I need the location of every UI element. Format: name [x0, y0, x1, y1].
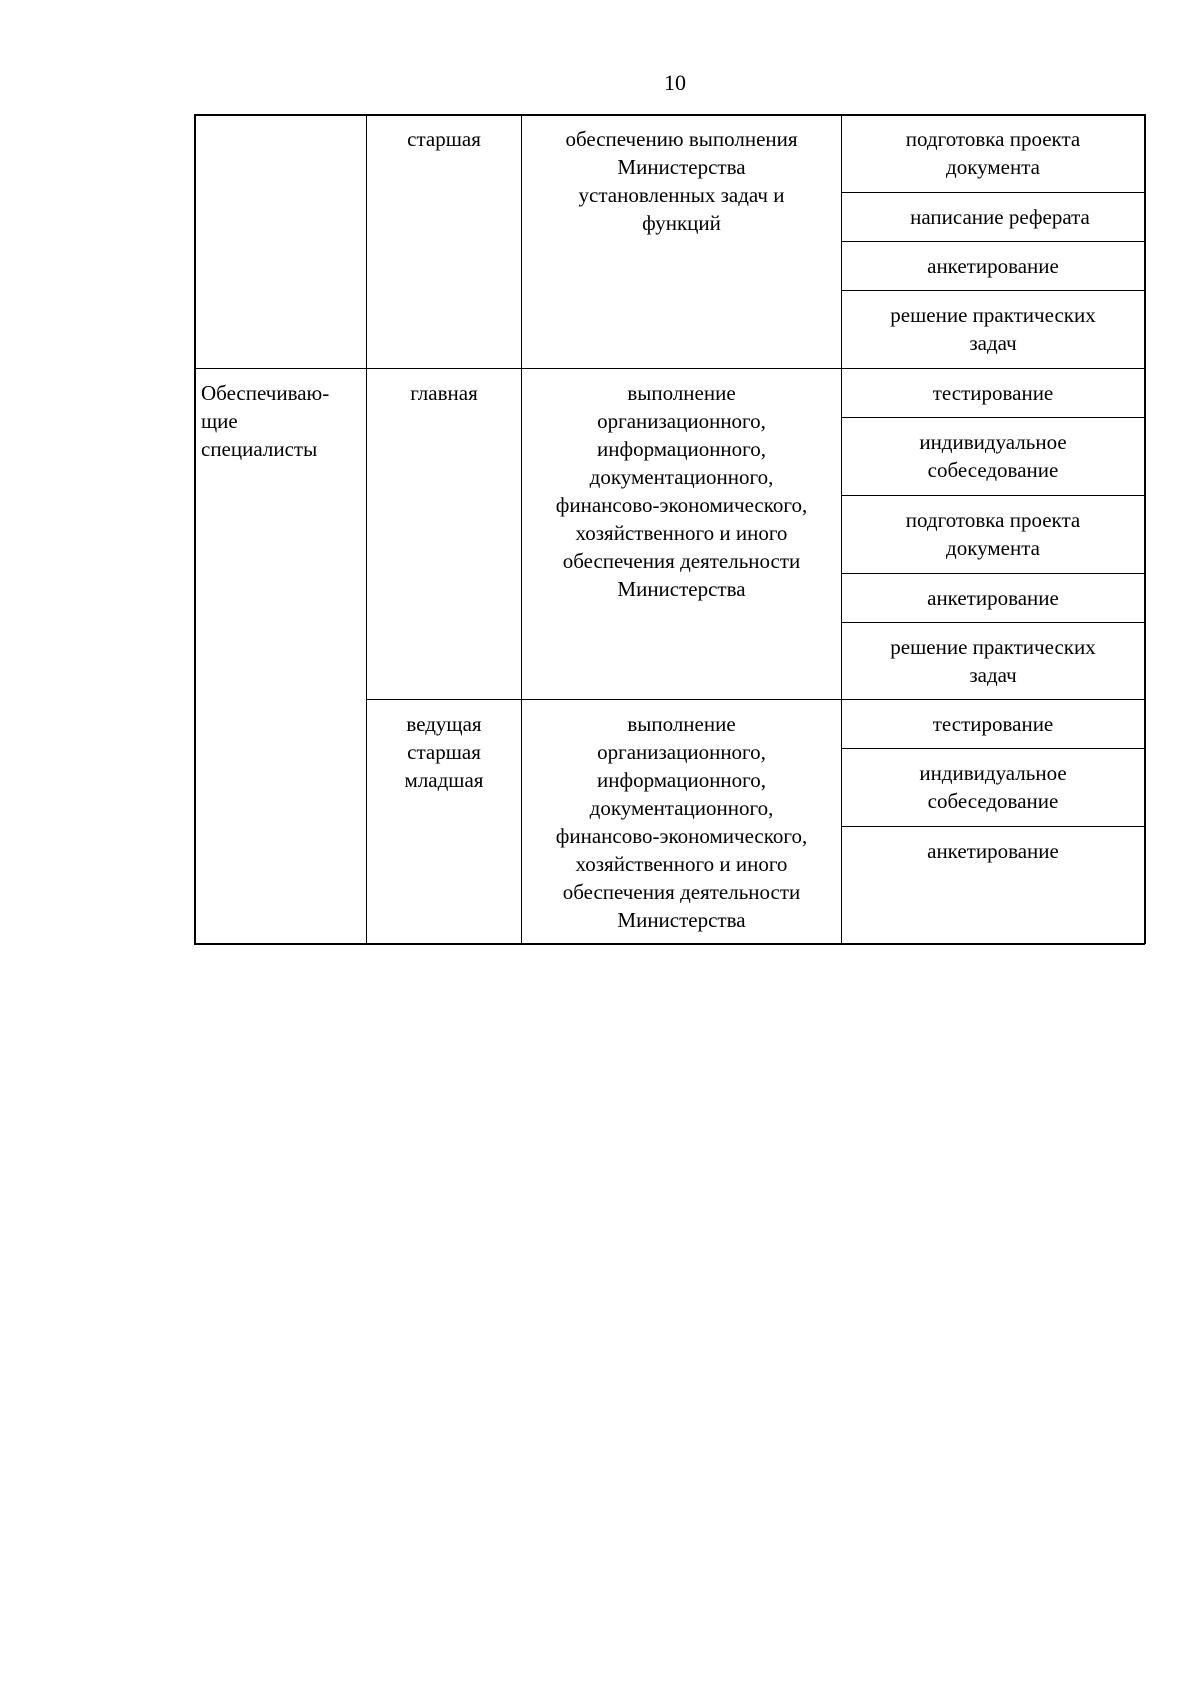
page-number: 10	[664, 70, 686, 95]
table-cell-method: решение практических задач	[890, 303, 1096, 355]
table-cell-method: анкетирование	[927, 839, 1059, 863]
column-divider	[366, 114, 367, 944]
method-divider	[841, 826, 1145, 827]
row-divider	[194, 368, 1145, 369]
table-cell-category: Обеспечиваю- щие специалисты	[201, 381, 330, 461]
method-divider	[841, 573, 1145, 574]
table-cell-method: тестирование	[932, 712, 1054, 736]
table-cell-method: написание реферата	[910, 205, 1090, 229]
row-divider	[366, 699, 1145, 700]
table-cell-method: анкетирование	[927, 586, 1059, 610]
table-cell-method: решение практических задач	[890, 635, 1096, 687]
table-border-left	[194, 114, 196, 944]
table-border-bottom	[194, 943, 1145, 945]
table-cell-group: ведущая старшая младшая	[404, 712, 484, 792]
table-cell-description: выполнение организационного, информационного, документационного, финансово-экономического, хозяйственного и иного обеспечения деятельности Министерства	[555, 381, 808, 601]
assessment-methods-table	[194, 114, 1145, 944]
table-border-top	[194, 114, 1145, 116]
method-divider	[841, 417, 1145, 418]
table-cell-method: подготовка проекта документа	[905, 508, 1081, 560]
table-cell-method: тестирование	[932, 381, 1054, 405]
table-cell-method: подготовка проекта документа	[905, 127, 1081, 179]
method-divider	[841, 290, 1145, 291]
method-divider	[841, 622, 1145, 623]
method-divider	[841, 495, 1145, 496]
table-cell-method: анкетирование	[927, 254, 1059, 278]
table-cell-method: индивидуальное собеседование	[919, 761, 1067, 813]
table-cell-description: обеспечению выполнения Министерства установленных задач и функций	[565, 127, 798, 235]
table-cell-group: старшая	[407, 127, 481, 151]
table-cell-group: главная	[410, 381, 478, 405]
table-border-right	[1144, 114, 1146, 944]
method-divider	[841, 748, 1145, 749]
table-cell-method: индивидуальное собеседование	[919, 430, 1067, 482]
method-divider	[841, 192, 1145, 193]
table-cell-description: выполнение организационного, информационного, документационного, финансово-экономического, хозяйственного и иного обеспечения деятельности Министерства	[555, 712, 808, 932]
method-divider	[841, 241, 1145, 242]
